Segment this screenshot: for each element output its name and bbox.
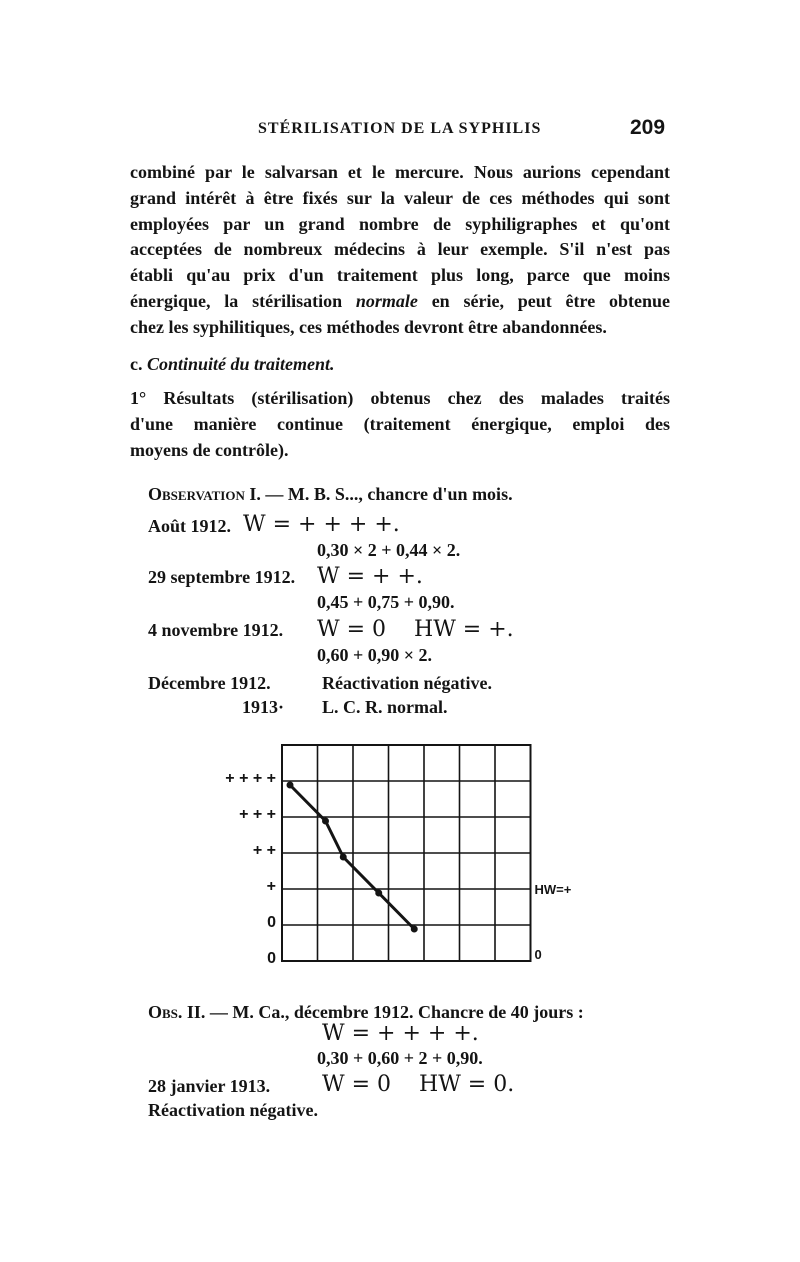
obs2-result: W = + + + +. xyxy=(322,1021,479,1046)
observation-label: Observation I. xyxy=(148,484,261,504)
entry-date: 1913· xyxy=(242,697,285,717)
text-line: chez les syphilitiques, ces méthodes devront être abandonnées. xyxy=(130,316,607,337)
right-label: HW=+ xyxy=(534,882,572,897)
text-segment: en série, peut être obtenue xyxy=(417,290,670,311)
right-label: 0 xyxy=(534,947,542,962)
text-line xyxy=(130,289,670,315)
entry-result: Réactivation négative. xyxy=(322,673,492,693)
y-tick-label: + + xyxy=(252,842,276,859)
text-line: grand intérêt à être fixés sur la valeur de ces méthodes qui sont xyxy=(130,187,670,208)
data-point xyxy=(340,854,347,861)
section-title: Continuité du traitement. xyxy=(147,354,335,374)
observation-2-title xyxy=(148,1002,584,1023)
series-line xyxy=(290,785,414,929)
chart-svg xyxy=(200,740,572,980)
entry-result: W = + +. xyxy=(317,564,423,589)
text-line: d'une manière continue (traitement énergique, emploi des xyxy=(130,413,670,434)
entry-result: L. C. R. normal. xyxy=(322,697,448,717)
paragraph-results xyxy=(130,386,670,463)
observation-label: Obs. II. xyxy=(148,1002,206,1022)
entry-date: 4 novembre 1912. xyxy=(148,620,284,640)
text-line: employées par un grand nombre de syphiligraphes et qu'ont xyxy=(130,213,670,234)
text-line: 1° Résultats (stérilisation) obtenus chez des malades traités xyxy=(130,388,670,408)
data-point xyxy=(287,782,294,789)
section-heading xyxy=(130,354,335,375)
observation-1-title xyxy=(148,484,513,505)
entry-result: W = 0 HW = +. xyxy=(317,617,514,642)
serology-chart xyxy=(200,740,572,980)
y-tick-label: 0 xyxy=(267,914,276,931)
data-point xyxy=(411,926,418,933)
obs2-followup-date: 28 janvier 1913. xyxy=(148,1076,271,1096)
y-tick-label: + xyxy=(266,878,276,895)
paragraph-intro xyxy=(130,160,670,341)
obs2-dose: 0,30 + 0,60 + 2 + 0,90. xyxy=(317,1048,483,1068)
running-title: STÉRILISATION DE LA SYPHILIS xyxy=(258,120,542,137)
y-tick-label: 0 xyxy=(267,950,276,967)
page-number: 209 xyxy=(630,116,666,139)
entry-result: W = + + + +. xyxy=(243,512,400,537)
text-line: combiné par le salvarsan et le mercure. Nous aurions cependant xyxy=(130,162,670,182)
text-line: moyens de contrôle). xyxy=(130,439,289,460)
text-segment: énergique, la stérilisation xyxy=(130,290,343,311)
italic-word: normale xyxy=(355,290,418,311)
obs2-conclusion: Réactivation négative. xyxy=(148,1100,318,1120)
entry-dose: 0,45 + 0,75 + 0,90. xyxy=(317,592,455,612)
y-tick-label: + + + xyxy=(239,806,276,823)
text-line: établi qu'au prix d'un traitement plus long, parce que moins xyxy=(130,265,670,286)
observation-subject: — M. B. S..., chancre d'un mois. xyxy=(260,484,513,504)
entry-date: 29 septembre 1912. xyxy=(148,567,296,587)
obs2-followup-result: W = 0 HW = 0. xyxy=(322,1072,515,1097)
section-label: c. xyxy=(130,354,143,374)
entry-date: Décembre 1912. xyxy=(148,673,271,693)
data-point xyxy=(322,818,329,825)
entry-date: Août 1912. xyxy=(148,516,232,536)
y-tick-label: + + + + xyxy=(225,770,276,787)
entry-dose: 0,30 × 2 + 0,44 × 2. xyxy=(317,540,461,560)
entry-dose: 0,60 + 0,90 × 2. xyxy=(317,645,433,665)
data-point xyxy=(375,890,382,897)
observation-subject: — M. Ca., décembre 1912. Chancre de 40 jours : xyxy=(205,1002,584,1022)
text-line: acceptées de nombreux médecins à leur exemple. S'il n'est pas xyxy=(130,239,670,260)
